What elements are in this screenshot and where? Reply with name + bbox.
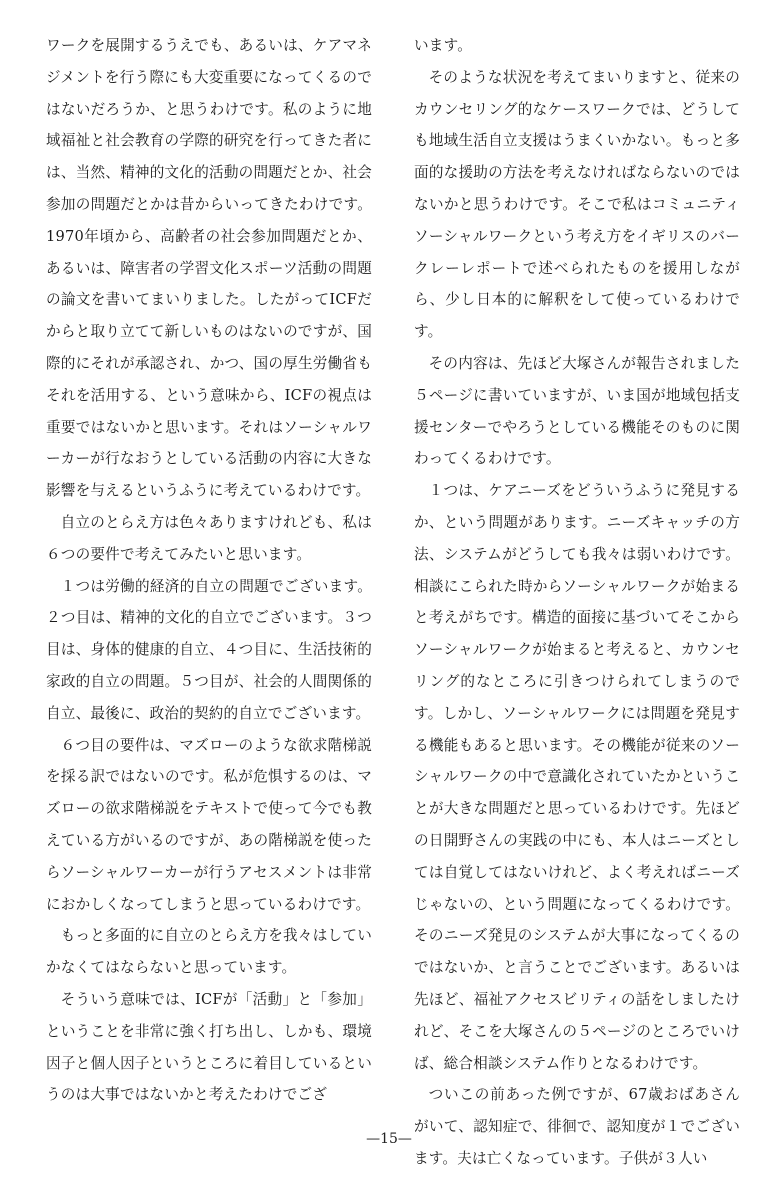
paragraph: そのような状況を考えてまいりますと、従来のカウンセリング的なケースワークでは、どうしても地域生活自立支援はうまくいかない。もっと多面的な援助の方法を考えなければならないのではないかと思うわけです。そこで私はコミュニティソーシャルワークという考え方をイギリスのバークレーレポートで述べられたものを援用しながら、少し日本的に解釈をして使っているわけです。: [414, 68, 740, 341]
paragraph: 自立のとらえ方は色々ありますけれども、私は６つの要件で考えてみたいと思います。: [46, 513, 372, 563]
paragraph: ワークを展開するうえでも、あるいは、ケアマネジメントを行う際にも大変重要になってくるのではないだろうか、と思うわけです。私のように地域福祉と社会教育の学際的研究を行ってきた者には、当然、精神的文化的活動の問題だとか、社会参加の問題だとかは昔からいってきたわけです。1970年頃から、高齢者の社会参加問題だとか、あるいは、障害者の学習文化スポーツ活動の問題の論文を書いてまいりました。したがってICFだからと取り立てて新しいものはないのですが、国際的にそれが承認され、かつ、国の厚生労働省もそれを活用する、という意味から、ICFの視点は重要ではないかと思います。それはソーシャルワーカーが行なおうとしている活動の内容に大きな影響を与えるというふうに考えているわけです。: [46, 37, 372, 500]
paragraph: そういう意味では、ICFが「活動」と「参加」ということを非常に強く打ち出し、しかも、環境因子と個人因子というところに着目しているというのは大事ではないかと考えたわけでござ: [46, 990, 372, 1104]
paragraph: １つは労働的経済的自立の問題でございます。２つ目は、精神的文化的自立でございます。３つ目は、身体的健康的自立、４つ目に、生活技術的家政的自立の問題。５つ目が、社会的人間関係的自立、最後に、政治的契約的自立でございます。: [46, 577, 372, 722]
paragraph: その内容は、先ほど大塚さんが報告されました５ページに書いていますが、いま国が地域包括支援センターでやろうとしている機能そのものに関わってくるわけです。: [414, 354, 740, 468]
page-number: —15—: [366, 1131, 412, 1147]
left-column: [46, 30, 372, 1111]
paragraph: ６つ目の要件は、マズローのような欲求階梯説を採る訳ではないのです。私が危惧するのは、マズローの欲求階梯説をテキストで使って今でも教えている方がいるのですが、あの階梯説を使ったらソーシャルワーカーが行うアセスメントは非常におかしくなってしまうと思っているわけです。: [46, 736, 372, 913]
paragraph: います。: [414, 37, 473, 54]
paragraph: ついこの前あった例ですが、67歳おばあさんがいて、認知症で、徘徊で、認知度が１でございます。夫は亡くなっています。子供が３人い: [414, 1086, 740, 1167]
paragraph: １つは、ケアニーズをどういうふうに発見するか、という問題があります。ニーズキャッチの方法、システムがどうしても我々は弱いわけです。相談にこられた時からソーシャルワークが始まると考えがちです。構造的面接に基づいてそこからソーシャルワークが始まると考えると、カウンセリング的なところに引きつけられてしまうのです。しかし、ソーシャルワークには問題を発見する機能もあると思います。その機能が従来のソーシャルワークの中で意識化されていたかということが大きな問題だと思っているわけです。先ほどの日開野さんの実践の中にも、本人はニーズとしては自覚してはないけれど、よく考えればニーズじゃないの、という問題になってくるわけです。そのニーズ発見のシステムが大事になってくるのではないか、と言うことでございます。あるいは先ほど、福祉アクセスビリティの話をしましたけれど、そこを大塚さんの５ページのところでいけば、総合相談システム作りとなるわけです。: [414, 482, 740, 1072]
paragraph: もっと多面的に自立のとらえ方を我々はしていかなくてはならないと思っています。: [46, 927, 372, 977]
right-column: [414, 30, 740, 1175]
